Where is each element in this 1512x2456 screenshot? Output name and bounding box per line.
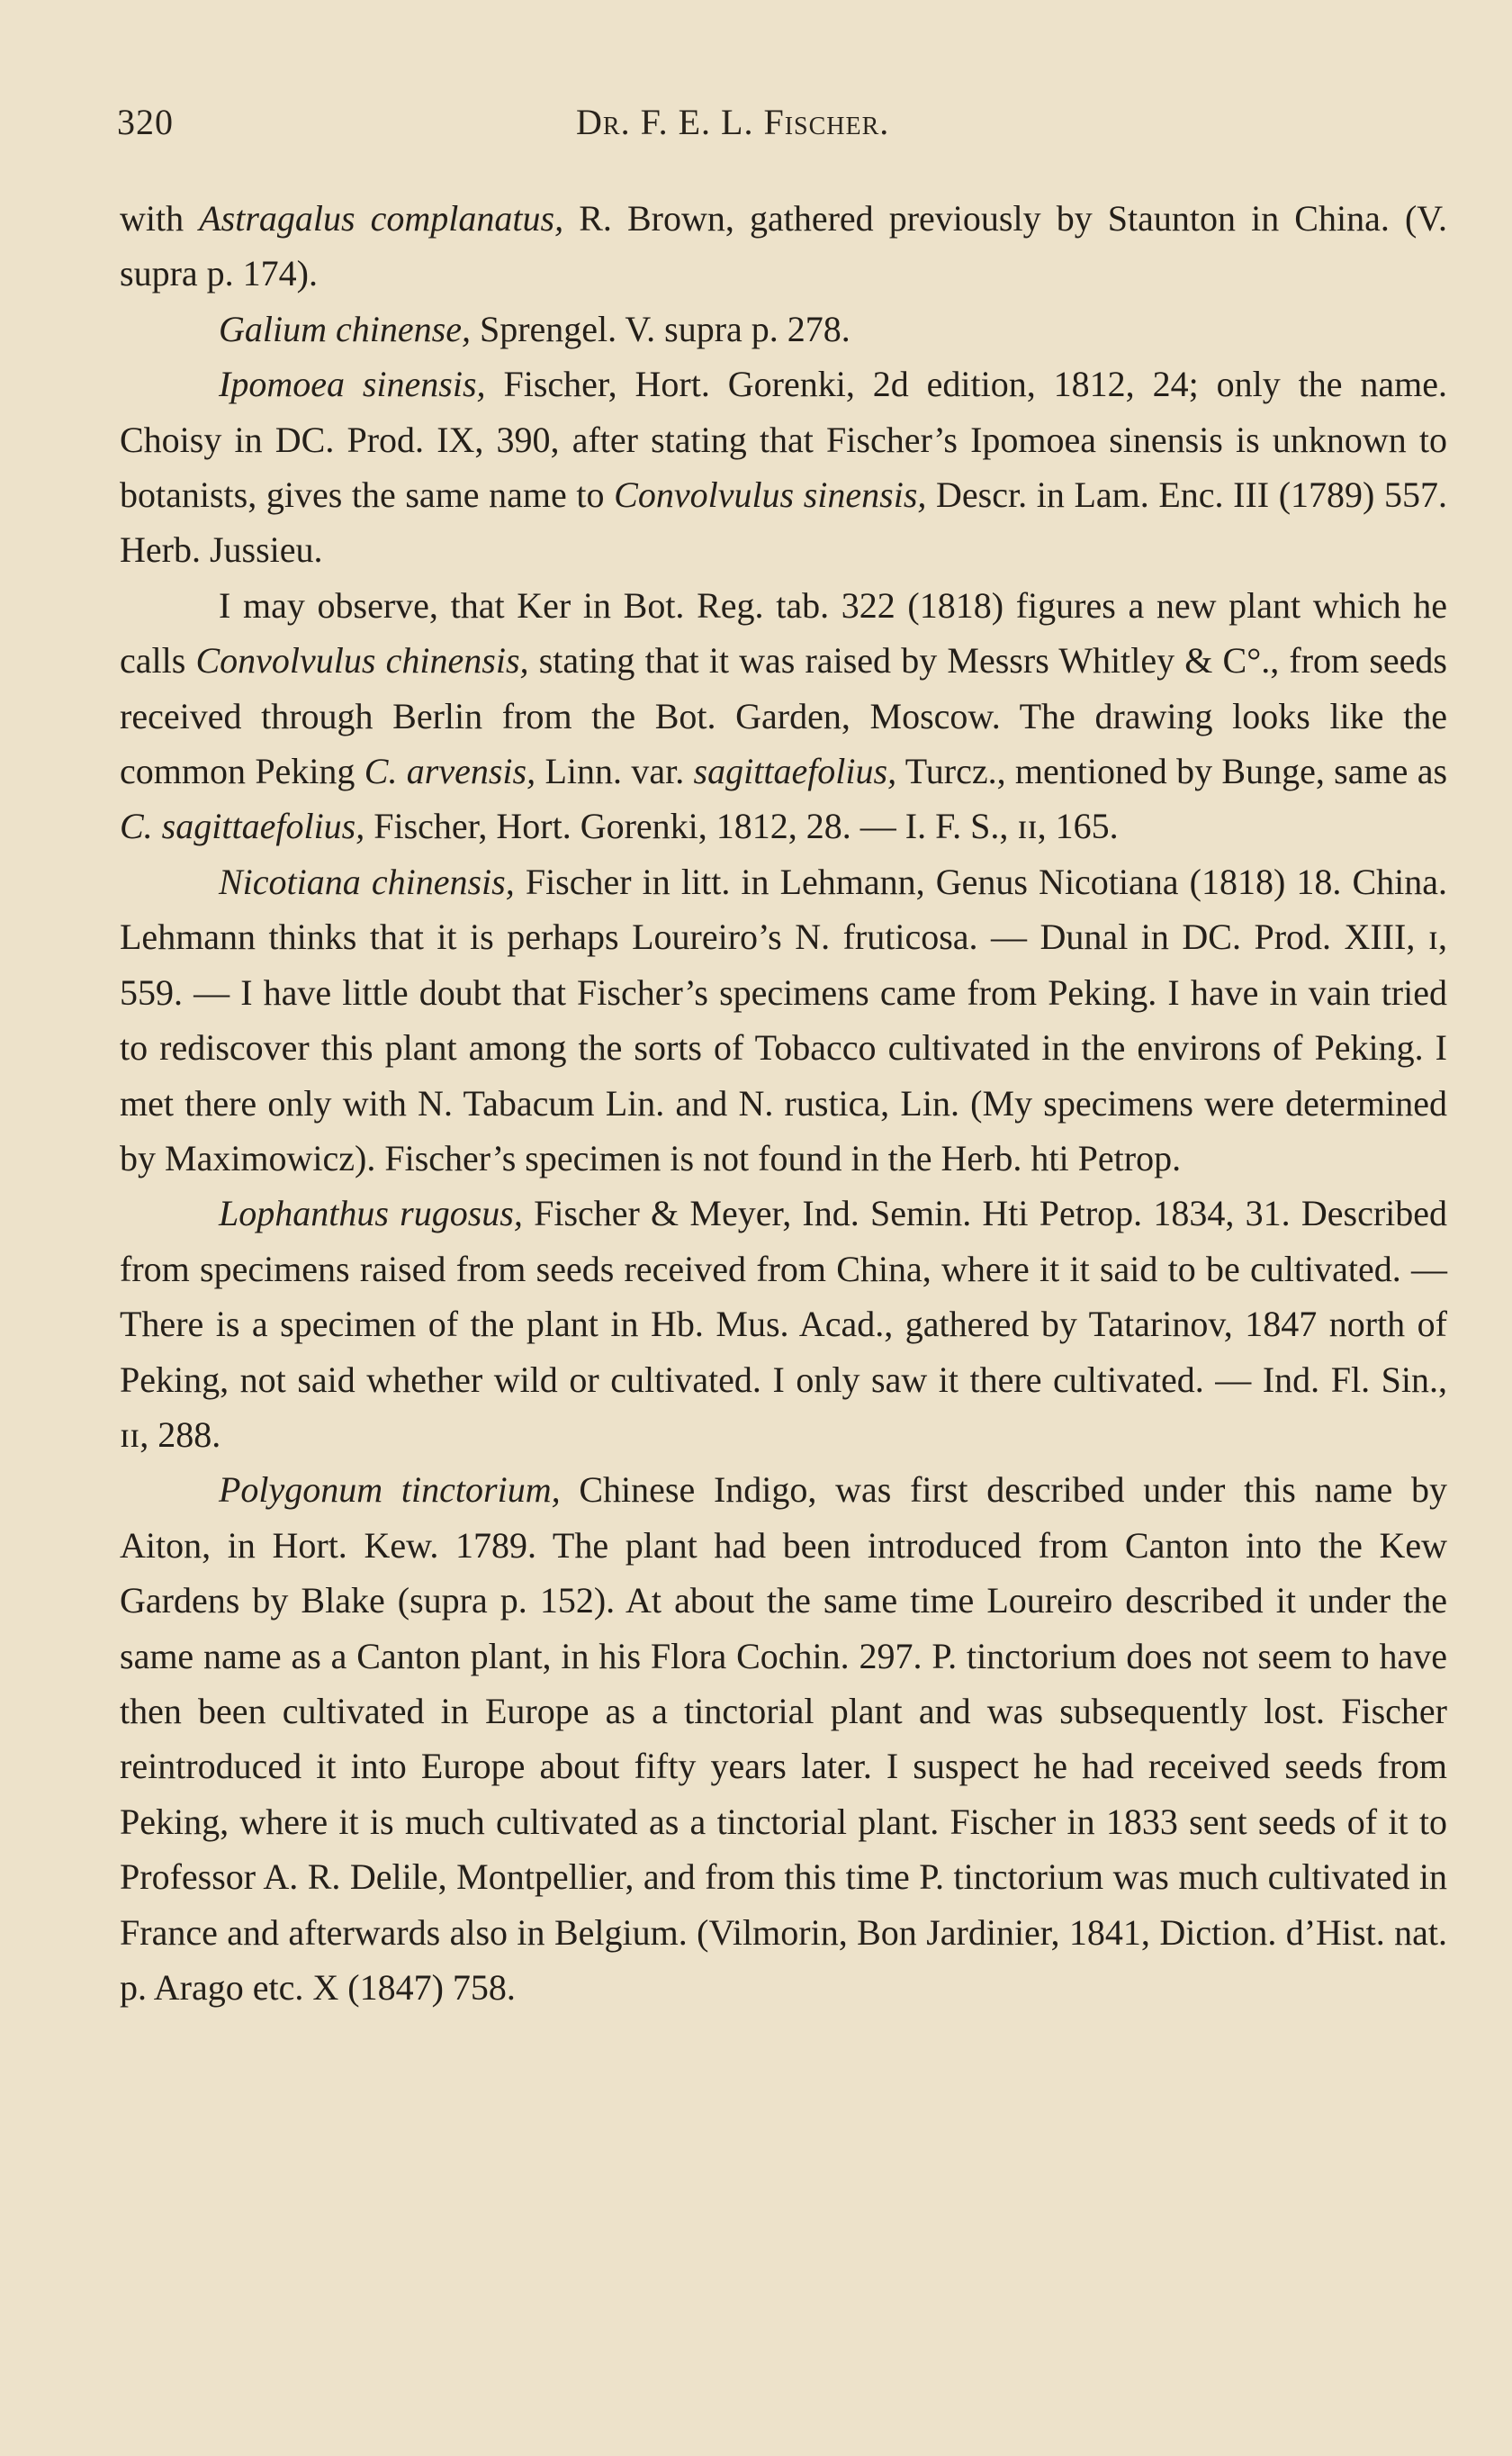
page-number: 320 [117, 102, 174, 142]
body-text [120, 191, 1447, 2015]
paragraph [120, 1462, 1447, 2015]
text-run: Linn. var. [536, 751, 694, 792]
italic-taxon-name: C. sagittaefolius, [120, 806, 365, 847]
text-run: R. Brown, gathered previously by Staunton in China. (V. supra p. 174). [120, 198, 1447, 294]
text-run: Fischer & Meyer, Ind. Semin. Hti Petrop. 1834, 31. Described from specimens raised from seeds received from China, where it it said to be cultivated. — There is a specimen of the plant in Hb. Mus. Acad., gathered by Tatarinov, 1847 north of Peking, not said whether wild or cultivated. I only saw it there cultivated. — Ind. Fl. Sin., ɪɪ, 288. [120, 1193, 1448, 1455]
italic-taxon-name: Convolvulus chinensis, [195, 640, 529, 682]
italic-taxon-name: Ipomoea sinensis, [219, 364, 486, 405]
italic-taxon-name: C. arvensis, [364, 751, 536, 792]
paragraph [120, 302, 1447, 357]
paragraph [120, 1186, 1447, 1462]
text-run: stating that it was raised by Messrs Whitley & C°., from seeds received through Berlin from the Bot. Garden, Moscow. The drawing looks like the common Peking [120, 640, 1448, 792]
paragraph [120, 854, 1447, 1186]
page-header [117, 101, 1447, 155]
paragraph [120, 357, 1447, 578]
text-run: Fischer, Hort. Gorenki, 1812, 28. — I. F. S., ɪɪ, 165. [364, 806, 1119, 847]
text-run: I may observe, that Ker in Bot. Reg. tab. 322 (1818) figures a new plant which he calls [120, 584, 1447, 682]
running-head: Dr. F. E. L. Fischer. [576, 102, 890, 142]
text-run: Sprengel. V. supra p. 278. [470, 308, 850, 349]
text-run: Chinese Indigo, was first described under this name by Aiton, in Hort. Kew. 1789. The plant had been introduced from Canton into the Kew Gardens by Blake (supra p. 152). At about the same time Loureiro described it under the same name as a Canton plant, in his Flora Cochin. 297. P. tinctorium does not seem to have then been cultivated in Europe as a tinctorial plant and was subsequently lost. Fischer reintroduced it into Europe about fifty years later. I suspect he had received seeds from Peking, where it is much cultivated as a tinctorial plant. Fischer in 1833 sent seeds of it to Professor A. R. Delile, Montpellier, and from this time P. tinctorium was much cultivated in France and afterwards also in Belgium. (Vilmorin, Bon Jardinier, 1841, Diction. d’Hist. nat. p. Arago etc. X (1847) 758. [120, 1469, 1447, 2008]
text-run: Turcz., mentioned by Bunge, same as [896, 751, 1448, 792]
paragraph [120, 191, 1447, 302]
italic-taxon-name: Astragalus complanatus, [199, 198, 564, 239]
italic-taxon-name: Nicotiana chinensis, [219, 861, 515, 902]
italic-taxon-name: Lophanthus rugosus, [219, 1193, 523, 1234]
text-run: with [120, 198, 200, 239]
italic-taxon-name: sagittaefolius, [693, 751, 897, 792]
text-run: Fischer in litt. in Lehmann, Genus Nicotiana (1818) 18. China. Lehmann thinks that it is perhaps Loureiro’s N. fruticosa. — Dunal in DC. Prod. XIII, ɪ, 559. — I have little doubt that Fischer’s specimens came from Peking. I have in vain tried to rediscover this plant among the sorts of Tobacco cultivated in the environs of Peking. I met there only with N. Tabacum Lin. and N. rustica, Lin. (My specimens were determined by Maximowicz). Fischer’s specimen is not found in the Herb. hti Petrop. [120, 861, 1448, 1178]
italic-taxon-name: Galium chinense, [219, 308, 471, 349]
text-run: Descr. in Lam. Enc. III (1789) 557. Herb. Jussieu. [120, 474, 1447, 571]
italic-taxon-name: Polygonum tinctorium, [219, 1469, 561, 1511]
italic-taxon-name: Convolvulus sinensis, [614, 474, 927, 516]
text-run: Fischer, Hort. Gorenki, 2d edition, 1812, 24; only the name. Choisy in DC. Prod. IX, 390, after stating that Fischer’s Ipomoea sinensis is unknown to botanists, gives the same name to [120, 364, 1448, 516]
paragraph [120, 578, 1447, 854]
